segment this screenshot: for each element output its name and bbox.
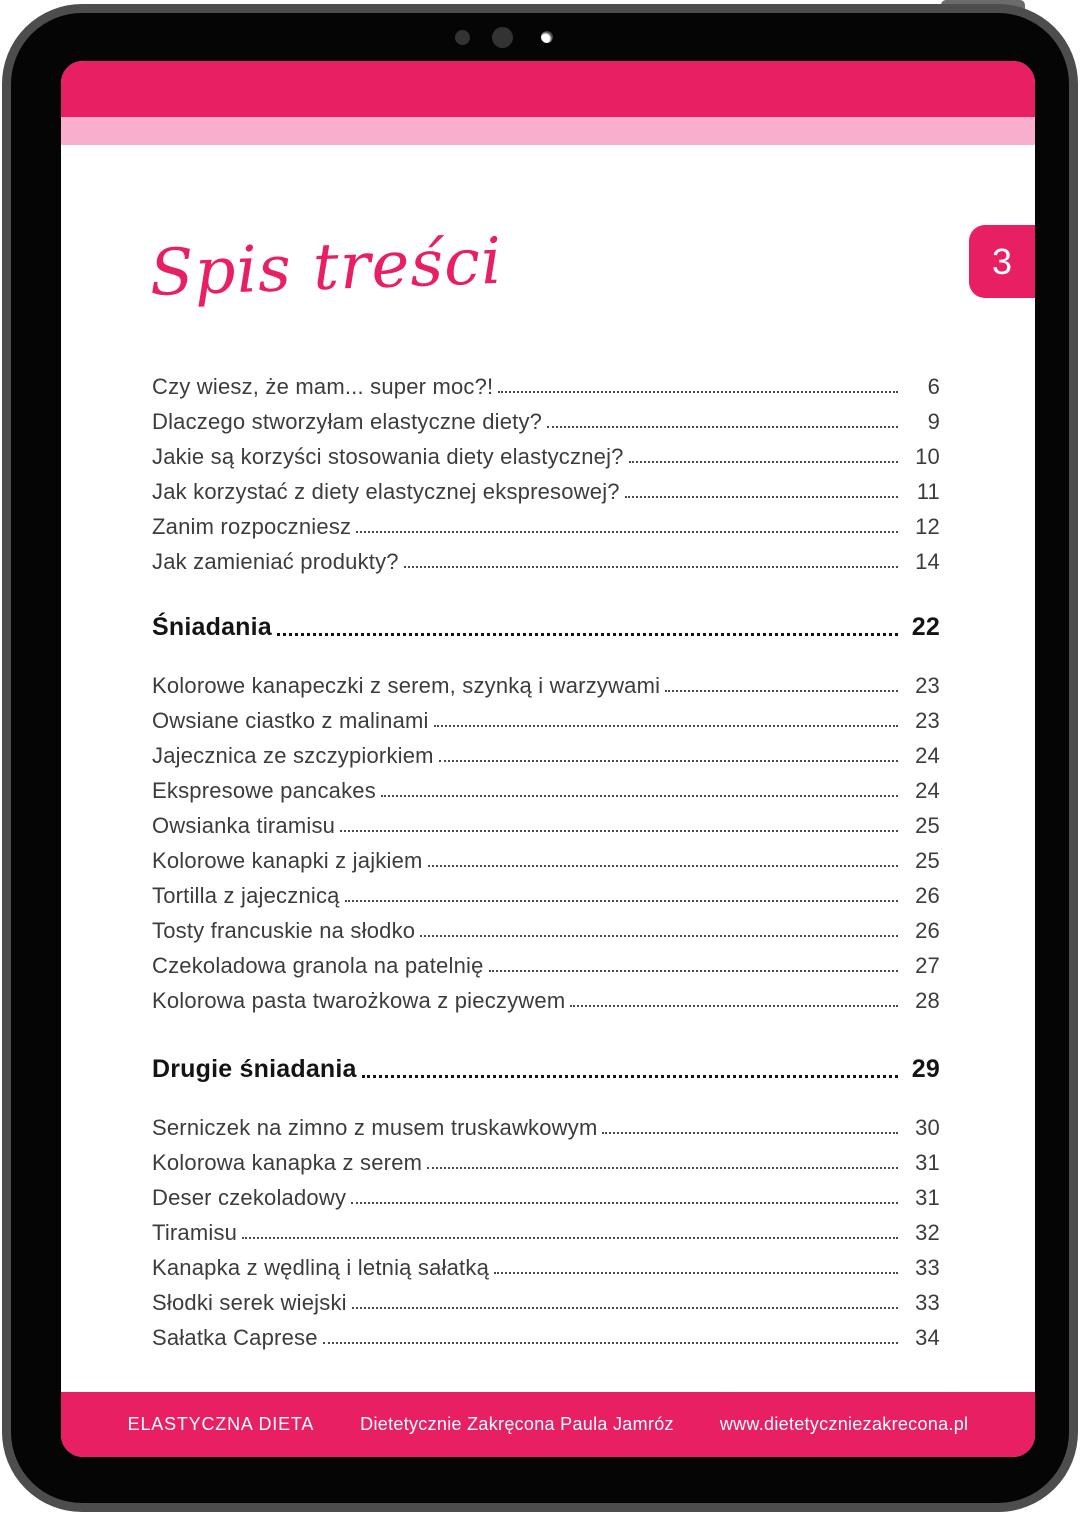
toc-entry-page: 12 — [915, 514, 940, 539]
toc-entry-page: 25 — [915, 813, 940, 838]
dotted-leader — [420, 935, 898, 937]
toc-entry-label: Czekoladowa granola na patelnię — [152, 953, 484, 978]
toc-entry-label: Tiramisu — [152, 1220, 238, 1245]
toc-entry-page: 26 — [915, 883, 940, 908]
dotted-leader — [340, 830, 898, 832]
proximity-sensor-icon — [455, 30, 470, 45]
toc-entry-label: Dlaczego stworzyłam elastyczne diety? — [152, 409, 543, 434]
toc-entry-label: Kolorowa kanapka z serem — [152, 1150, 423, 1175]
dotted-leader — [323, 1342, 898, 1344]
toc-entry-page: 25 — [915, 848, 940, 873]
dotted-leader — [351, 1202, 898, 1204]
toc-entry-page: 26 — [915, 918, 940, 943]
page-number-badge — [969, 225, 1035, 298]
toc-entry[interactable] — [152, 1281, 940, 1316]
front-camera-icon — [492, 27, 513, 48]
toc-entry[interactable] — [152, 365, 940, 400]
toc-entry[interactable] — [152, 699, 940, 734]
toc-entry[interactable] — [152, 944, 940, 979]
toc-entry-page: 33 — [915, 1255, 940, 1280]
header-light-bar — [61, 117, 1035, 145]
toc-entry-page: 23 — [915, 708, 940, 733]
header-accent-bar — [61, 61, 1035, 117]
toc-entry-page: 31 — [915, 1150, 940, 1175]
toc-entry[interactable] — [152, 1106, 940, 1141]
toc-entry-page: 11 — [916, 479, 940, 504]
page-title: Spis treści — [148, 224, 504, 311]
dotted-leader — [404, 566, 898, 568]
toc-entry[interactable] — [152, 664, 940, 699]
dotted-leader — [356, 531, 898, 533]
dotted-leader — [665, 690, 898, 692]
toc-entry-label: Deser czekoladowy — [152, 1185, 347, 1210]
toc-entry-page: 9 — [927, 409, 940, 434]
footer-bar — [61, 1392, 1035, 1457]
toc-entry-label: Kolorowa pasta twarożkowa z pieczywem — [152, 988, 566, 1013]
dotted-leader — [498, 391, 898, 393]
dotted-leader — [428, 865, 898, 867]
toc-entry[interactable] — [152, 909, 940, 944]
toc-entry-page: 24 — [915, 778, 940, 803]
toc-entry-label: Czy wiesz, że mam... super moc?! — [152, 374, 494, 399]
dotted-leader — [489, 970, 898, 972]
dotted-leader — [427, 1167, 898, 1169]
toc-entry[interactable] — [152, 769, 940, 804]
dotted-leader — [242, 1237, 898, 1239]
toc-entry-page: 28 — [915, 988, 940, 1013]
toc-entry-label: Ekspresowe pancakes — [152, 778, 376, 803]
toc-entry[interactable] — [152, 435, 940, 470]
dotted-leader — [625, 496, 898, 498]
toc-entry-label: Owsiane ciastko z malinami — [152, 708, 429, 733]
toc-entry[interactable] — [152, 1141, 940, 1176]
toc-entry[interactable] — [152, 979, 940, 1014]
toc-entry-label: Jak korzystać z diety elastycznej ekspresowej? — [152, 479, 620, 504]
toc-entry-page: 29 — [911, 1055, 940, 1083]
toc-entry[interactable] — [152, 874, 940, 909]
page-number: 3 — [991, 240, 1013, 282]
toc-entry-label: Sałatka Caprese — [152, 1325, 318, 1350]
toc-entry-page: 34 — [915, 1325, 940, 1350]
toc-entry-page: 22 — [911, 613, 940, 641]
dotted-leader — [277, 633, 898, 636]
toc-entry-label: Tosty francuskie na słodko — [152, 918, 416, 943]
toc-entry-page: 10 — [915, 444, 940, 469]
toc-entry[interactable] — [152, 804, 940, 839]
dotted-leader — [629, 461, 898, 463]
toc-entry-page: 30 — [915, 1115, 940, 1140]
toc-entry-label: Tortilla z jajecznicą — [152, 883, 340, 908]
toc-entry[interactable] — [152, 839, 940, 874]
toc-section-heading[interactable] — [152, 1049, 940, 1084]
toc-entry-page: 6 — [927, 374, 940, 399]
footer-author: Dietetycznie Zakręcona Paula Jamróz — [360, 1414, 674, 1434]
dotted-leader — [494, 1272, 898, 1274]
toc-entry-label: Kanapka z wędliną i letnią sałatką — [152, 1255, 490, 1280]
toc-entry[interactable] — [152, 1246, 940, 1281]
toc-entry[interactable] — [152, 1211, 940, 1246]
toc-entry-page: 23 — [915, 673, 940, 698]
toc-entry-page: 33 — [915, 1290, 940, 1315]
toc — [152, 365, 940, 1351]
dotted-leader — [362, 1075, 898, 1078]
toc-section-heading[interactable] — [152, 607, 940, 642]
dotted-leader — [381, 795, 898, 797]
footer-brand: ELASTYCZNA DIETA — [127, 1414, 315, 1434]
toc-entry-page: 27 — [915, 953, 940, 978]
toc-entry[interactable] — [152, 1316, 940, 1351]
dotted-leader — [345, 900, 898, 902]
toc-entry-label: Słodki serek wiejski — [152, 1290, 347, 1315]
toc-entry-page: 14 — [915, 549, 940, 574]
toc-entry[interactable] — [152, 734, 940, 769]
toc-entry-label: Jajecznica ze szczypiorkiem — [152, 743, 434, 768]
dotted-leader — [352, 1307, 898, 1309]
toc-entry[interactable] — [152, 400, 940, 435]
footer-website-link[interactable]: www.dietetyczniezakrecona.pl — [719, 1414, 969, 1434]
toc-entry-label: Jakie są korzyści stosowania diety elastycznej? — [152, 444, 624, 469]
toc-entry-label: Owsianka tiramisu — [152, 813, 336, 838]
dotted-leader — [547, 426, 898, 428]
toc-entry-page: 24 — [915, 743, 940, 768]
camera-lens-icon — [541, 31, 553, 43]
dotted-leader — [602, 1132, 898, 1134]
toc-entry-label: Drugie śniadania — [152, 1055, 357, 1083]
toc-entry-label: Kolorowe kanapeczki z serem, szynką i warzywami — [152, 673, 661, 698]
toc-entry-label: Kolorowe kanapki z jajkiem — [152, 848, 423, 873]
toc-entry-label: Jak zamieniać produkty? — [152, 549, 399, 574]
toc-entry-label: Zanim rozpoczniesz — [152, 514, 352, 539]
toc-entry-label: Śniadania — [152, 613, 272, 641]
toc-entry[interactable] — [152, 505, 940, 540]
toc-entry[interactable] — [152, 470, 940, 505]
dotted-leader — [434, 725, 898, 727]
toc-entry[interactable] — [152, 1176, 940, 1211]
dotted-leader — [439, 760, 898, 762]
ebook-page — [61, 61, 1035, 1457]
toc-entry-label: Serniczek na zimno z musem truskawkowym — [152, 1115, 598, 1140]
toc-entry[interactable] — [152, 540, 940, 575]
toc-entry-page: 32 — [915, 1220, 940, 1245]
toc-entry-page: 31 — [915, 1185, 940, 1210]
dotted-leader — [570, 1005, 898, 1007]
